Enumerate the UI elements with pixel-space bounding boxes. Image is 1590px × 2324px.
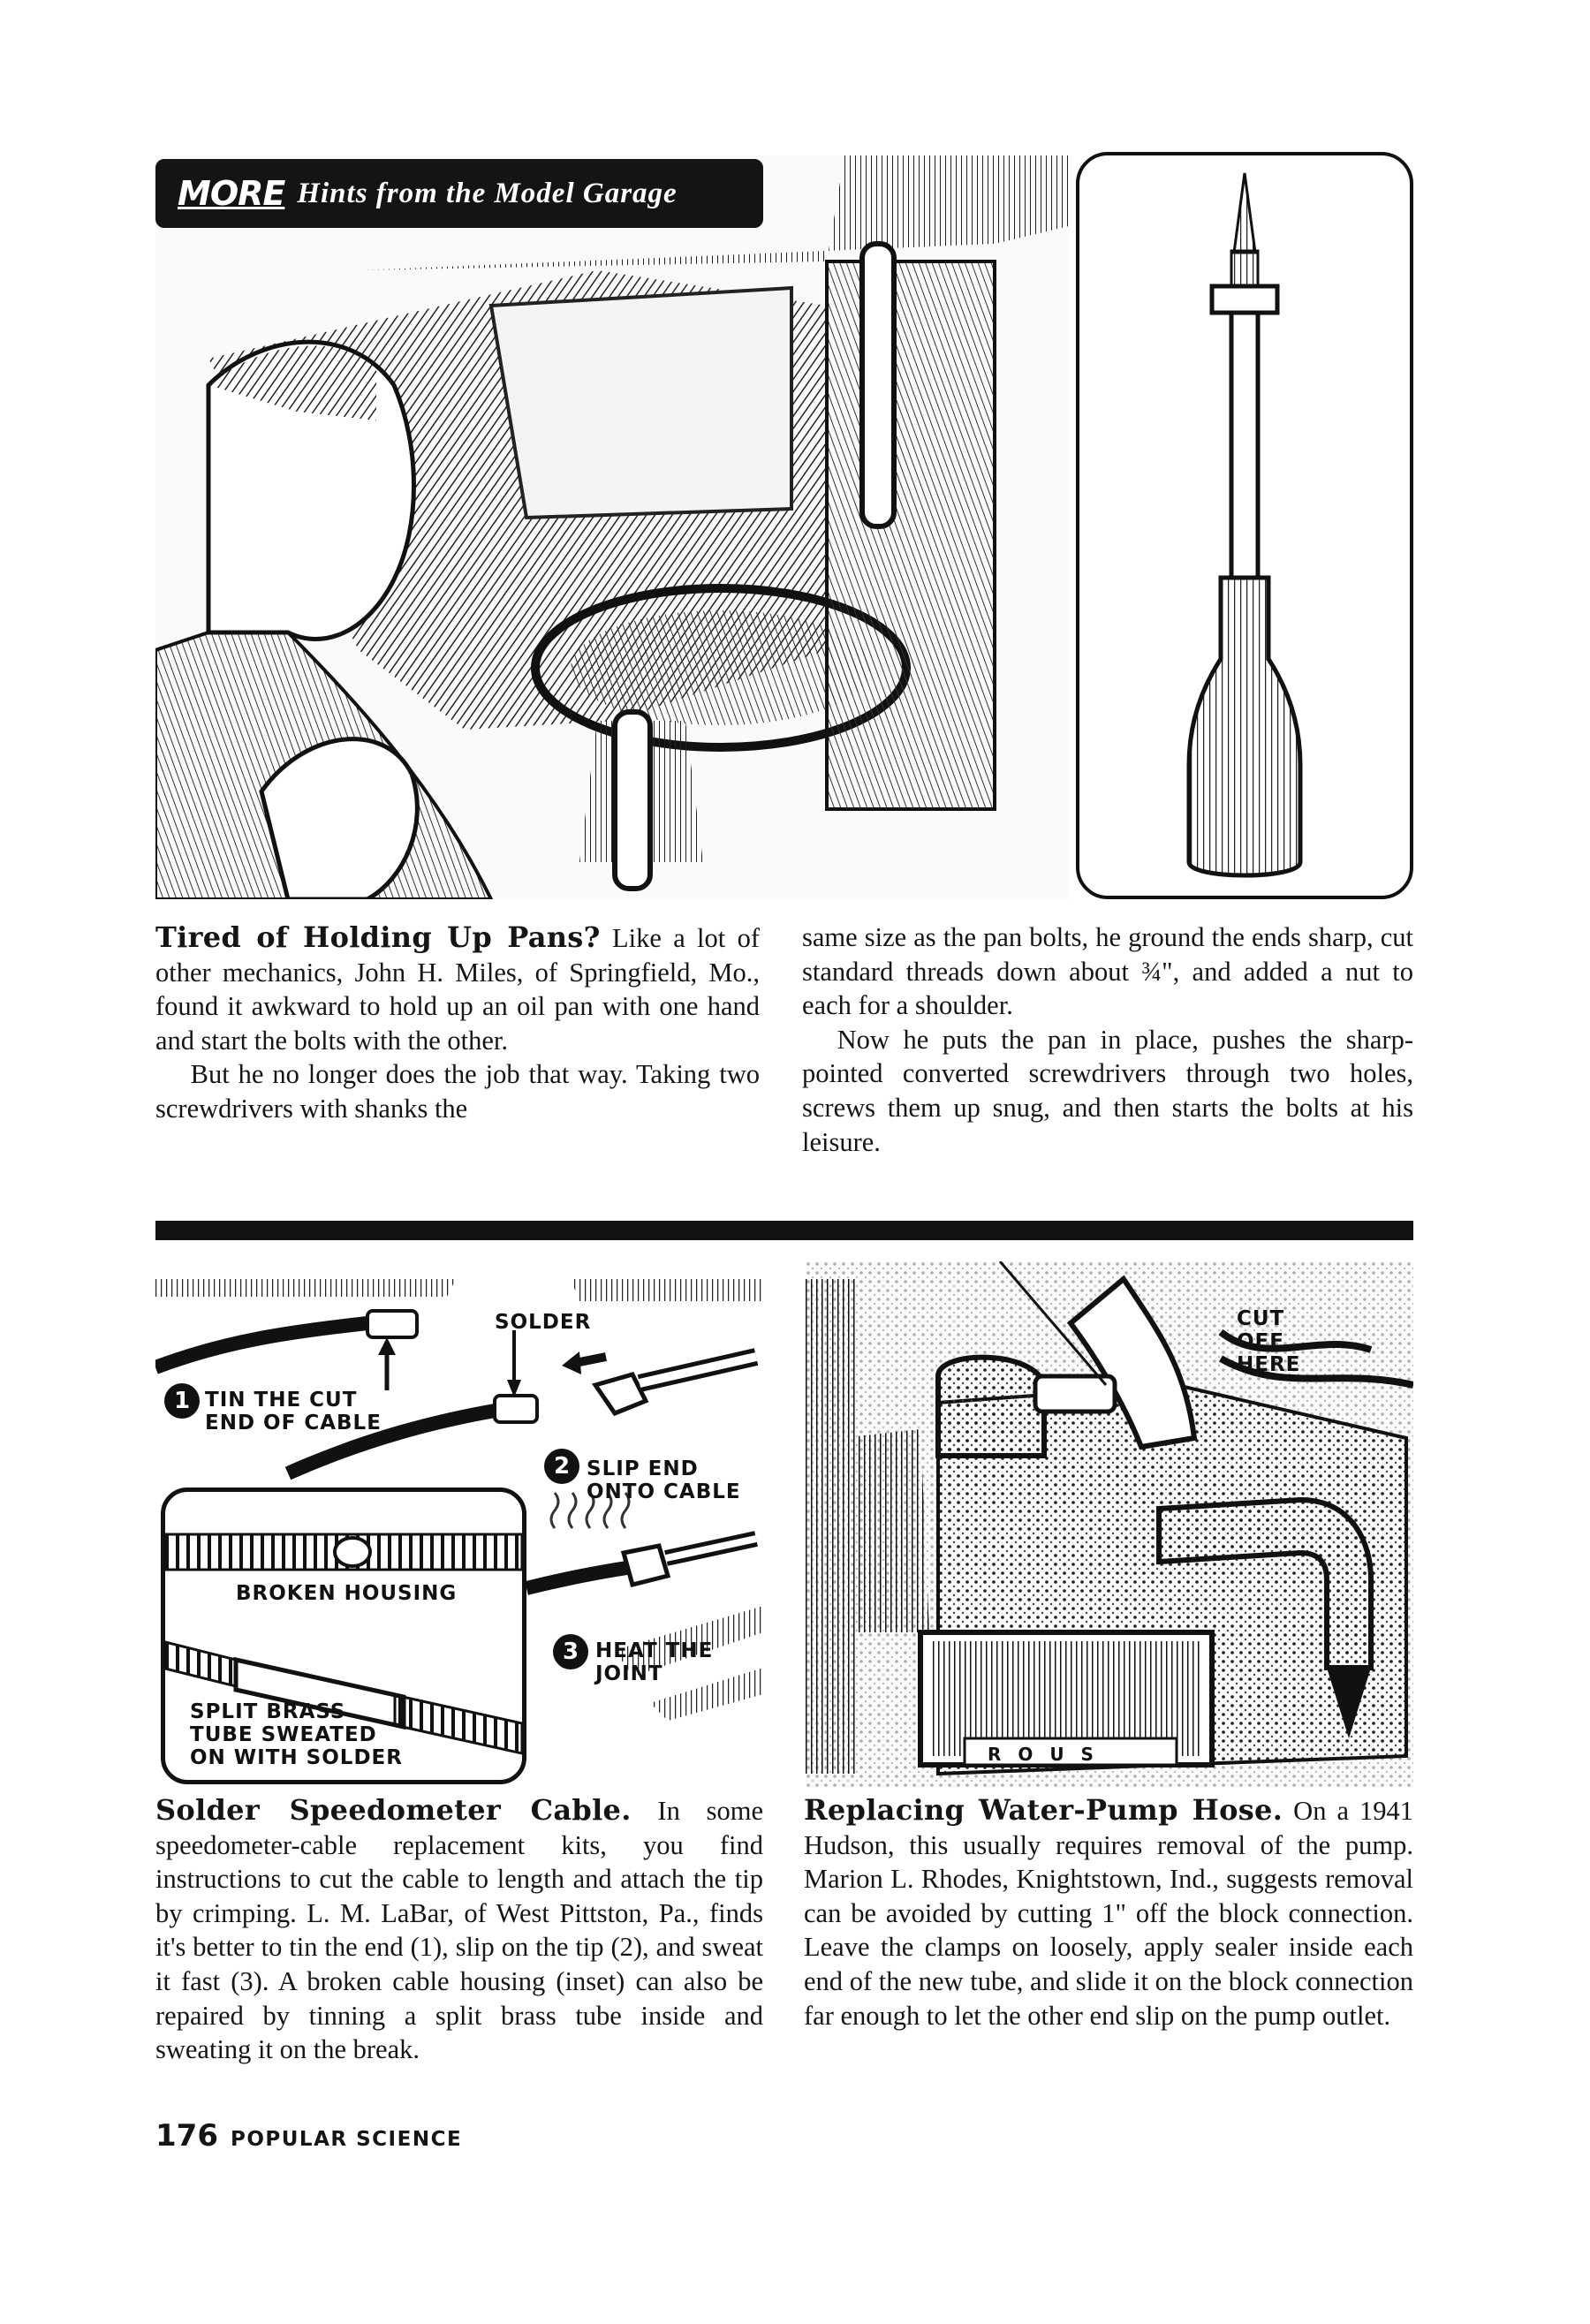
step1-line2: END OF CABLE bbox=[205, 1412, 382, 1435]
banner-more: MORE bbox=[178, 174, 285, 213]
step2-label bbox=[587, 1457, 741, 1503]
magazine-name: POPULAR SCIENCE bbox=[230, 2128, 463, 2151]
article1-left-column bbox=[155, 920, 760, 1126]
inset-broken-label: BROKEN HOUSING bbox=[236, 1582, 458, 1605]
step2-line2: ONTO CABLE bbox=[587, 1480, 741, 1503]
page-number: 176 bbox=[155, 2118, 218, 2154]
article2-column bbox=[155, 1793, 763, 2067]
solder-label: SOLDER bbox=[495, 1311, 592, 1334]
cable-housing-inset bbox=[161, 1488, 526, 1784]
article2-headline: Solder Speedometer Cable. bbox=[155, 1793, 632, 1827]
cable-diagram bbox=[155, 1261, 763, 1788]
article3-headline: Replacing Water-Pump Hose. bbox=[804, 1793, 1283, 1827]
cut-line2: OFF bbox=[1237, 1330, 1284, 1353]
step1-label bbox=[205, 1389, 382, 1435]
article1-headline: Tired of Holding Up Pans? bbox=[155, 920, 601, 954]
article2-body: In some speedometer-cable replacement kits, you find instructions to cut the cable to length and attach the tip by crimping. L. M. LaBar, of West Pittston, Pa., finds it's better to tin the end (1), slip on the tip (2), and sweat it fast (3). A broken cable housing (inset) can also be repaired by tinning a split brass tube inside and sweating it on the break. bbox=[155, 1796, 763, 2065]
artist-signature: R O U S bbox=[988, 1744, 1099, 1765]
article3-paragraph bbox=[804, 1793, 1413, 2033]
step1-badge: 1 bbox=[164, 1383, 200, 1419]
article1-right-column bbox=[802, 920, 1413, 1159]
screwdriver-inset bbox=[1076, 152, 1413, 899]
screwdriver-drawing bbox=[1079, 155, 1410, 896]
banner-title: Hints from the Model Garage bbox=[297, 177, 678, 209]
cut-line1: CUT bbox=[1237, 1307, 1285, 1330]
step3-line2: JOINT bbox=[595, 1662, 663, 1685]
inset-split-line1: SPLIT BRASS bbox=[190, 1700, 346, 1723]
article3-column bbox=[804, 1793, 1413, 2033]
article1-paragraph3: same size as the pan bolts, he ground the ends sharp, cut standard threads down about ¾", and added a nut to each for a shoulder. bbox=[802, 922, 1413, 1021]
cut-off-here-label bbox=[1237, 1307, 1300, 1376]
mechanic-drawing bbox=[155, 155, 1069, 899]
engine-illustration bbox=[806, 1261, 1413, 1788]
article2-paragraph bbox=[155, 1793, 763, 2067]
article3-body: On a 1941 Hudson, this usually requires removal of the pump. Marion L. Rhodes, Knightstown, Ind., suggests removal can be avoided by cutting 1" off the block connection. Leave the clamps on loosely, apply sealer inside each end of the new tube, and slide it on the block connection far enough to let the other end slip on the pump outlet. bbox=[804, 1796, 1413, 2031]
step3-label bbox=[595, 1639, 713, 1685]
cut-line3: HERE bbox=[1237, 1353, 1301, 1376]
step3-line1: HEAT THE bbox=[595, 1639, 714, 1662]
engine-drawing bbox=[806, 1261, 1413, 1788]
inset-split-line3: ON WITH SOLDER bbox=[190, 1746, 403, 1769]
step1-line1: TIN THE CUT bbox=[205, 1389, 358, 1412]
section-divider bbox=[155, 1221, 1413, 1240]
mechanic-illustration bbox=[155, 155, 1069, 899]
step3-badge: 3 bbox=[553, 1634, 588, 1669]
section-banner bbox=[155, 159, 763, 228]
page-footer bbox=[155, 2118, 462, 2154]
article1-paragraph2: But he no longer does the job that way. Taking two screwdrivers with shanks the bbox=[155, 1059, 760, 1124]
inset-split-label bbox=[190, 1700, 403, 1769]
article1-paragraph1 bbox=[155, 920, 760, 1057]
article1-paragraph4: Now he puts the pan in place, pushes the sharp-pointed converted screwdrivers through two holes, screws them up snug, and then starts the bolts at his leisure. bbox=[802, 1024, 1413, 1157]
article1-lead: Like a lot of other mechanics, John H. Miles, of Springfield, Mo., found it awkward to hold up an oil pan with one hand and start the bolts with the other. bbox=[155, 923, 760, 1056]
inset-split-line2: TUBE SWEATED bbox=[190, 1723, 377, 1746]
step2-badge: 2 bbox=[544, 1449, 579, 1484]
step2-line1: SLIP END bbox=[587, 1457, 699, 1480]
